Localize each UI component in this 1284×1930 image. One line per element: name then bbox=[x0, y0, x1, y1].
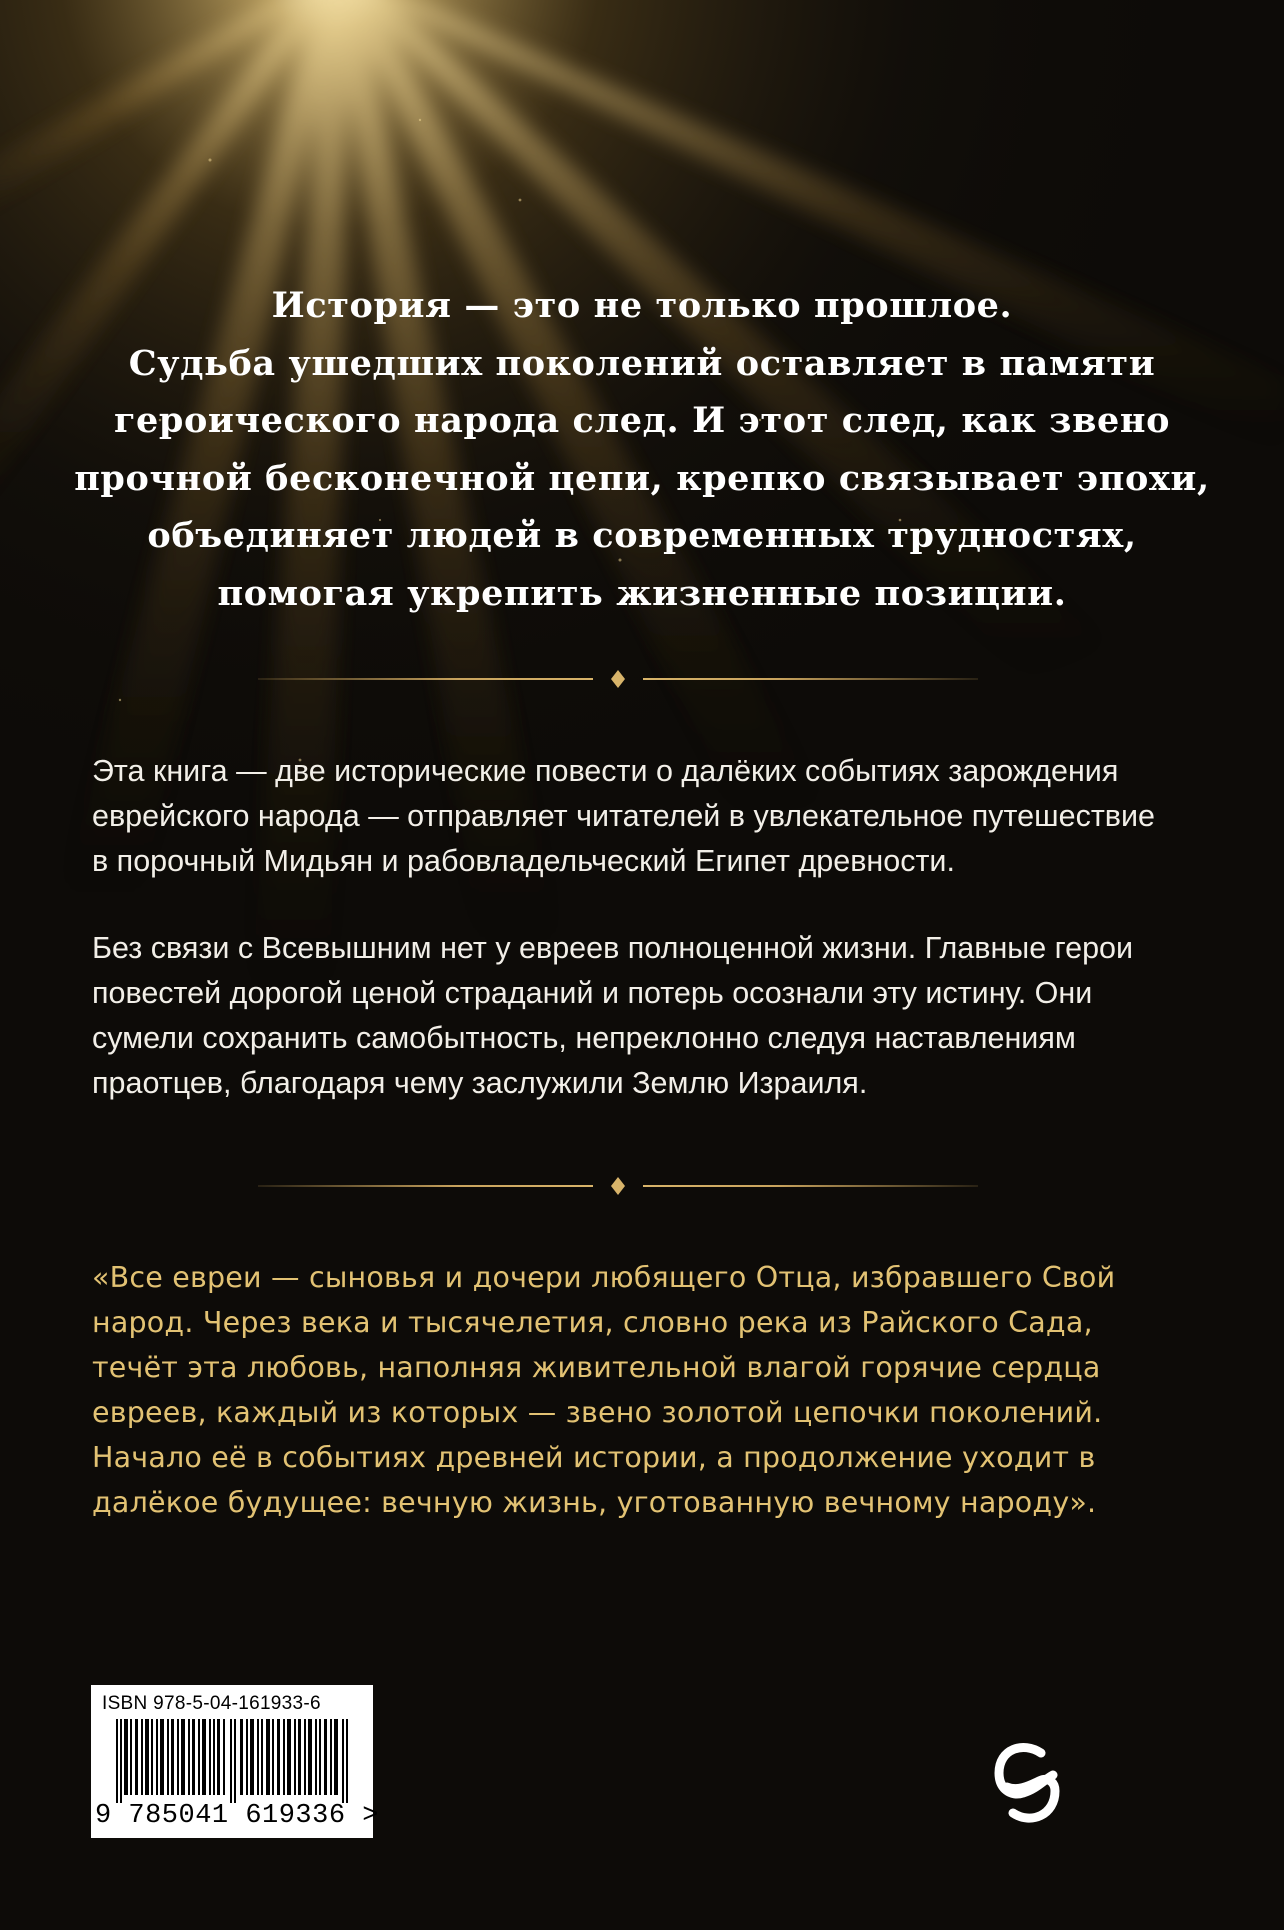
divider-line-right bbox=[643, 1185, 978, 1187]
quote-text bbox=[92, 1255, 1202, 1525]
description-line: Эта книга — две исторические повести о далёких событиях зарождения bbox=[92, 754, 1119, 788]
description-paragraph-1 bbox=[92, 749, 1202, 884]
divider-top bbox=[258, 667, 978, 691]
diamond-icon bbox=[611, 670, 625, 688]
quote-line: «Все евреи — сыновья и дочери любящего Отца, избравшего Свой bbox=[92, 1261, 1116, 1294]
description-line: праотцев, благодаря чему заслужили Землю Израиля. bbox=[92, 1066, 868, 1100]
intro-line: героического народа след. И этот след, как звено bbox=[113, 400, 1171, 441]
quote-line: Начало её в событиях древней истории, а продолжение уходит в bbox=[92, 1441, 1096, 1474]
description-line: еврейского народа — отправляет читателей в увлекательное путешествие bbox=[92, 799, 1156, 833]
intro-line: прочной бесконечной цепи, крепко связывает эпохи, bbox=[74, 457, 1210, 499]
quote-line: течёт эта любовь, наполняя живительной влагой горячие сердца bbox=[92, 1351, 1101, 1384]
intro-line: помогая укрепить жизненные позиции. bbox=[217, 572, 1067, 614]
intro-line: История — это не только прошлое. bbox=[271, 285, 1013, 326]
quote-line: далёкое будущее: вечную жизнь, уготованную вечному народу». bbox=[92, 1486, 1097, 1519]
quote-line: народ. Через века и тысячелетия, словно река из Райского Сада, bbox=[92, 1306, 1093, 1339]
barcode-bars bbox=[116, 1719, 356, 1803]
description-line: в порочный Мидьян и рабовладельческий Египет древности. bbox=[92, 844, 955, 878]
description-line: сумели сохранить самобытность, непреклонно следуя наставлениям bbox=[92, 1021, 1076, 1055]
isbn-barcode bbox=[91, 1685, 379, 1838]
publisher-logo-icon bbox=[993, 1735, 1061, 1825]
description-line: Без связи с Всевышним нет у евреев полноценной жизни. Главные герои bbox=[92, 931, 1134, 965]
quote-line: евреев, каждый из которых — звено золотой цепочки поколений. bbox=[92, 1396, 1103, 1429]
description-line: повестей дорогой ценой страданий и потерь осознали эту истину. Они bbox=[92, 976, 1093, 1010]
description-paragraph-2 bbox=[92, 926, 1202, 1106]
intro-line: Судьба ушедших поколений оставляет в памяти bbox=[128, 342, 1156, 384]
isbn-label: ISBN 978-5-04-161933-6 bbox=[102, 1693, 321, 1714]
divider-line-left bbox=[258, 678, 593, 680]
divider-line-left bbox=[258, 1185, 593, 1187]
diamond-icon bbox=[611, 1177, 625, 1195]
barcode-digits: 9 785041 619336 > bbox=[95, 1801, 379, 1831]
intro-text bbox=[40, 277, 1244, 622]
divider-line-right bbox=[643, 678, 978, 680]
intro-line: объединяет людей в современных трудностях, bbox=[147, 515, 1137, 556]
divider-bottom bbox=[258, 1174, 978, 1198]
